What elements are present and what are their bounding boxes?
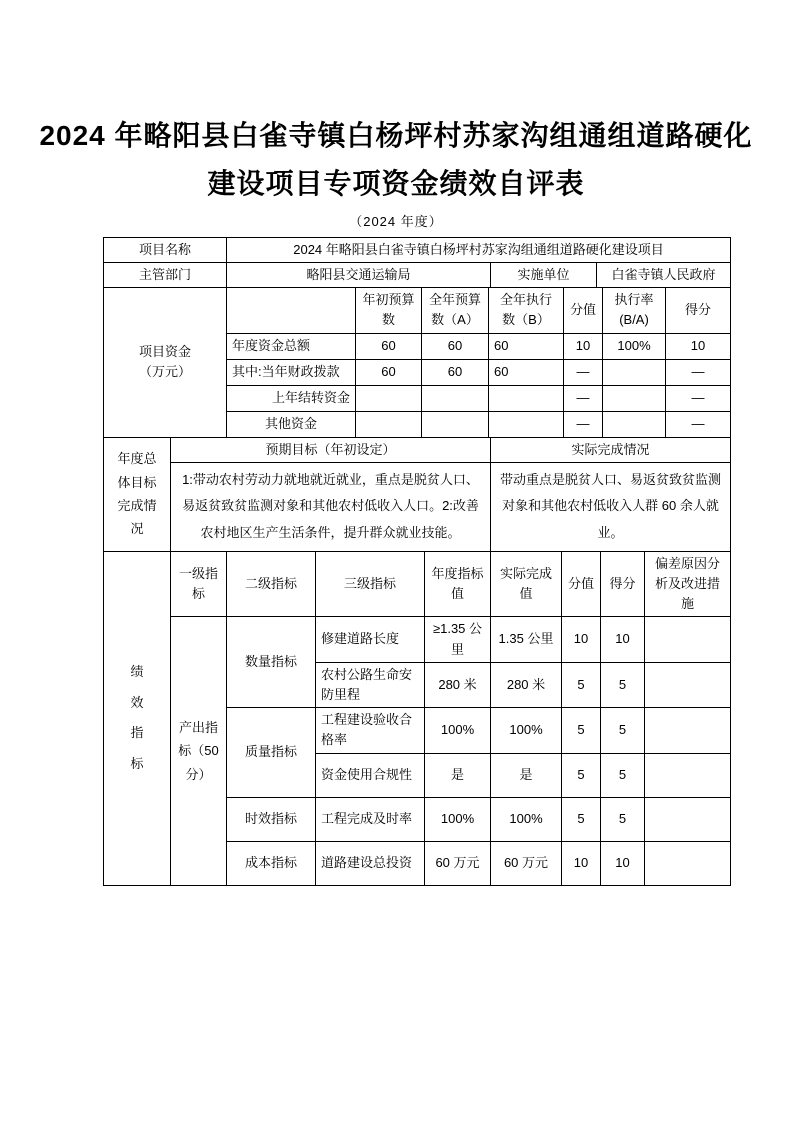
- weight-cell: 5: [562, 708, 601, 753]
- funds-annual-value: 60: [422, 359, 489, 385]
- funds-header-rate: 执行率(B/A): [603, 288, 666, 333]
- level2-indicator-cell: 时效指标: [227, 797, 316, 841]
- actual-completion-text: 带动重点是脱贫人口、易返贫致贫监测对象和其他农村低收入人群 60 余人就业。: [491, 462, 731, 551]
- level3-indicator-cell: 资金使用合规性: [316, 753, 425, 797]
- expected-goal-header: 预期目标（年初设定）: [171, 437, 491, 462]
- annual-target-cell: 280 米: [425, 663, 491, 708]
- actual-value-cell: 100%: [491, 708, 562, 753]
- funds-weight-value: —: [564, 359, 603, 385]
- impl-unit-value: 白雀寺镇人民政府: [597, 263, 731, 288]
- funds-header-weight: 分值: [564, 288, 603, 333]
- funds-header-annual: 全年预算数（A）: [422, 288, 489, 333]
- funds-annual-value: [422, 385, 489, 411]
- page-title: [0, 0, 792, 208]
- funds-blank-header: [227, 288, 356, 333]
- funds-row-label: 其中:当年财政拨款: [227, 359, 356, 385]
- score-cell: 10: [601, 617, 645, 663]
- level3-indicator-cell: 农村公路生命安防里程: [316, 663, 425, 708]
- score-cell: 5: [601, 663, 645, 708]
- weight-cell: 10: [562, 841, 601, 885]
- funds-header-executed: 全年执行数（B）: [489, 288, 564, 333]
- level3-indicator-cell: 工程建设验收合格率: [316, 708, 425, 753]
- indicator-row: [104, 617, 731, 663]
- header-actual-value: 实际完成值: [491, 551, 562, 616]
- performance-indicators-table: [103, 551, 731, 886]
- weight-cell: 10: [562, 617, 601, 663]
- funds-score-value: —: [666, 385, 731, 411]
- annual-target-cell: 60 万元: [425, 841, 491, 885]
- funds-executed-value: [489, 411, 564, 437]
- project-name-label: 项目名称: [104, 238, 227, 263]
- actual-value-cell: 100%: [491, 797, 562, 841]
- score-cell: 5: [601, 708, 645, 753]
- funds-initial-value: [356, 411, 422, 437]
- funds-rate-value: 100%: [603, 333, 666, 359]
- header-score: 得分: [601, 551, 645, 616]
- annual-target-cell: 100%: [425, 797, 491, 841]
- project-info-table: [103, 237, 731, 288]
- actual-value-cell: 60 万元: [491, 841, 562, 885]
- funds-section-unit: （万元）: [138, 364, 191, 380]
- funds-row-label: 其他资金: [227, 411, 356, 437]
- annual-target-cell: 100%: [425, 708, 491, 753]
- level1-indicator-cell: 产出指标（50分）: [171, 617, 227, 886]
- funds-executed-value: 60: [489, 359, 564, 385]
- score-cell: 10: [601, 841, 645, 885]
- annual-goal-section-label: 年度总体目标完成情况: [104, 437, 171, 551]
- funds-annual-value: 60: [422, 333, 489, 359]
- level2-indicator-cell: 数量指标: [227, 617, 316, 708]
- score-cell: 5: [601, 753, 645, 797]
- funds-executed-value: 60: [489, 333, 564, 359]
- deviation-cell: [645, 708, 731, 753]
- project-funds-table: [103, 287, 731, 437]
- header-deviation: 偏差原因分析及改进措施: [645, 551, 731, 616]
- level3-indicator-cell: 修建道路长度: [316, 617, 425, 663]
- actual-value-cell: 1.35 公里: [491, 617, 562, 663]
- deviation-cell: [645, 841, 731, 885]
- dept-value: 略阳县交通运输局: [227, 263, 491, 288]
- deviation-cell: [645, 797, 731, 841]
- header-weight: 分值: [562, 551, 601, 616]
- annual-target-cell: 是: [425, 753, 491, 797]
- page-title-line1: 2024 年略阳县白雀寺镇白杨坪村苏家沟组通组道路硬化: [39, 120, 753, 151]
- funds-initial-value: 60: [356, 359, 422, 385]
- funds-header-initial: 年初预算数: [356, 288, 422, 333]
- project-name-value: 2024 年略阳县白雀寺镇白杨坪村苏家沟组通组道路硬化建设项目: [227, 238, 731, 263]
- level2-indicator-cell: 成本指标: [227, 841, 316, 885]
- deviation-cell: [645, 617, 731, 663]
- funds-row-label: 年度资金总额: [227, 333, 356, 359]
- funds-rate-value: [603, 411, 666, 437]
- funds-weight-value: —: [564, 385, 603, 411]
- funds-initial-value: 60: [356, 333, 422, 359]
- actual-completion-header: 实际完成情况: [491, 437, 731, 462]
- funds-header-score: 得分: [666, 288, 731, 333]
- deviation-cell: [645, 663, 731, 708]
- level3-indicator-cell: 工程完成及时率: [316, 797, 425, 841]
- header-level1-indicator: 一级指标: [171, 551, 227, 616]
- funds-weight-value: 10: [564, 333, 603, 359]
- weight-cell: 5: [562, 797, 601, 841]
- level2-indicator-cell: 质量指标: [227, 708, 316, 797]
- weight-cell: 5: [562, 663, 601, 708]
- funds-score-value: —: [666, 411, 731, 437]
- funds-row-label: 上年结转资金: [227, 385, 356, 411]
- annual-target-cell: ≥1.35 公里: [425, 617, 491, 663]
- funds-initial-value: [356, 385, 422, 411]
- funds-score-value: 10: [666, 333, 731, 359]
- page-title-line2: 建设项目专项资金绩效自评表: [207, 168, 585, 199]
- deviation-cell: [645, 753, 731, 797]
- funds-weight-value: —: [564, 411, 603, 437]
- annual-goal-table: [103, 437, 731, 552]
- impl-unit-label: 实施单位: [491, 263, 597, 288]
- header-level3-indicator: 三级指标: [316, 551, 425, 616]
- weight-cell: 5: [562, 753, 601, 797]
- score-cell: 5: [601, 797, 645, 841]
- page-subtitle: （2024 年度）: [349, 214, 443, 229]
- funds-executed-value: [489, 385, 564, 411]
- funds-section-name: 项目资金: [138, 344, 191, 360]
- actual-value-cell: 是: [491, 753, 562, 797]
- funds-score-value: —: [666, 359, 731, 385]
- funds-rate-value: [603, 359, 666, 385]
- expected-goal-text: 1:带动农村劳动力就地就近就业，重点是脱贫人口、易返贫致贫监测对象和其他农村低收入人口。2:改善农村地区生产生活条件，提升群众就业技能。: [171, 462, 491, 551]
- funds-annual-value: [422, 411, 489, 437]
- header-annual-target: 年度指标值: [425, 551, 491, 616]
- funds-rate-value: [603, 385, 666, 411]
- funds-section-label: [104, 288, 227, 437]
- actual-value-cell: 280 米: [491, 663, 562, 708]
- level3-indicator-cell: 道路建设总投资: [316, 841, 425, 885]
- dept-label: 主管部门: [104, 263, 227, 288]
- performance-section-label: 绩效指标: [104, 551, 171, 885]
- header-level2-indicator: 二级指标: [227, 551, 316, 616]
